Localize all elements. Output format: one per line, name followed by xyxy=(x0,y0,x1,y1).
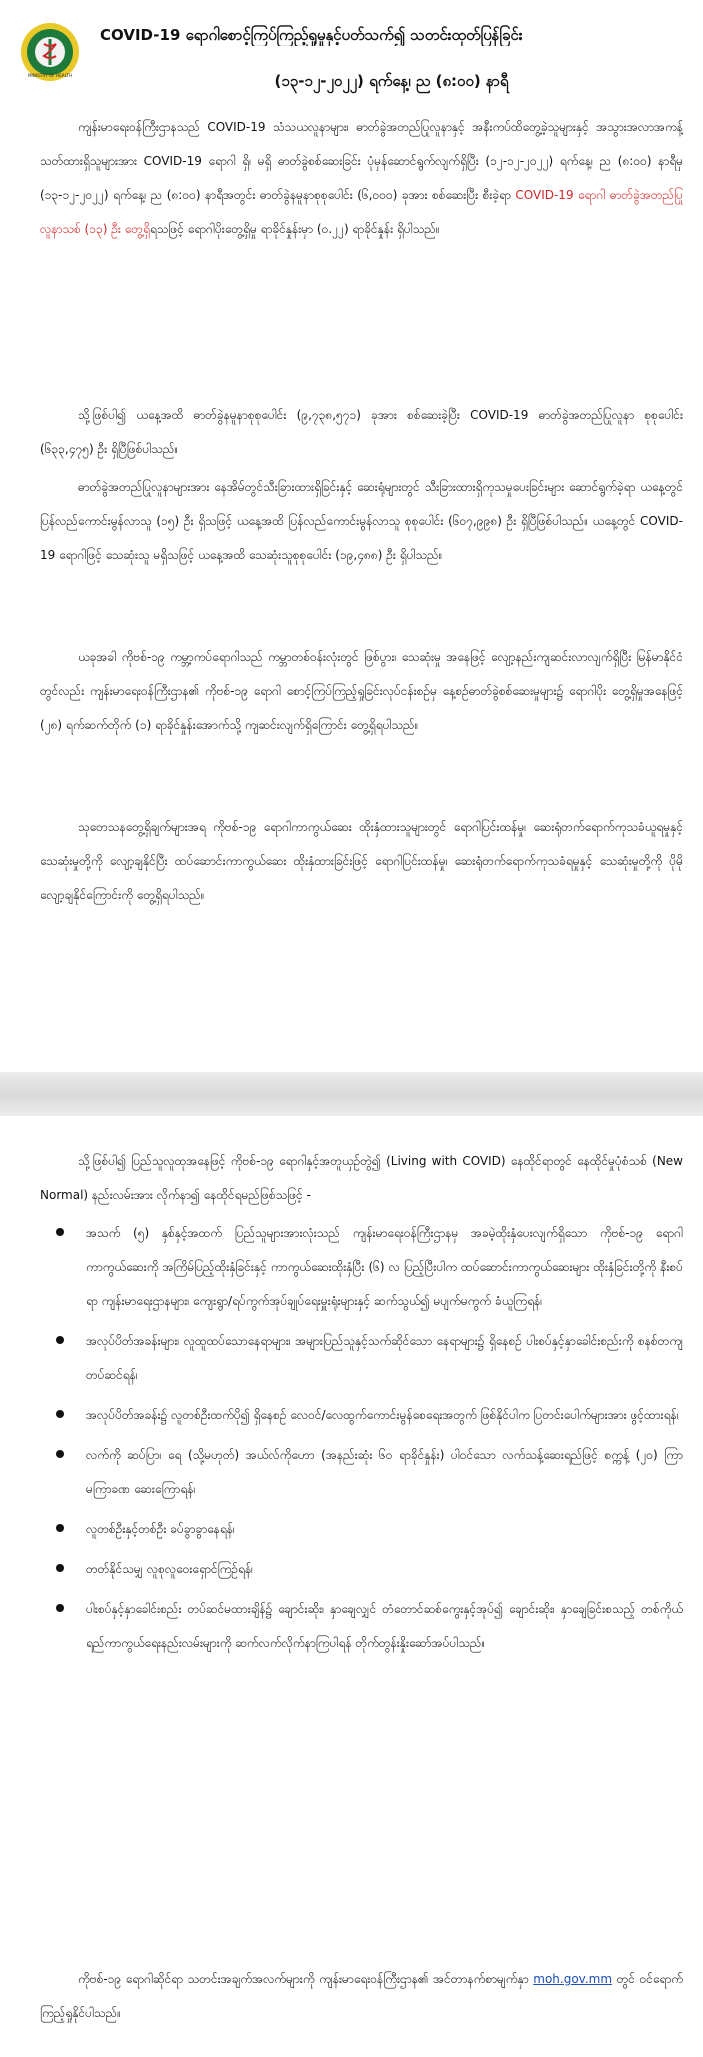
bullet-icon xyxy=(56,1524,64,1532)
paragraph-text: တွင် ဝင်ရောက်ကြည့်ရှုနိုင်ပါသည်။ xyxy=(40,1972,684,2020)
list-item-text: အလုပ်ပိတ်အခန်း၌ လူတစ်ဦးထက်ပို၍ ရှိနေစဉ် လေဝင်/လေထွက်ကောင်းမွန်စေရေးအတွက် ဖြစ်နိုင်ပါက ပြတင်းပေါက်များအား ဖွင့်ထားရန်၊ xyxy=(86,1408,679,1422)
bullet-icon xyxy=(56,1564,64,1572)
page-subtitle-date: (၁၃-၁၂-၂၀၂၂) ရက်နေ့၊ ည (၈:၀၀) နာရီ xyxy=(274,72,509,90)
list-item-text: အလုပ်ပိတ်အခန်းများ၊ လူထူထပ်သောနေရာများ၊ အများပြည်သူနှင့်သက်ဆိုင်သော နေရာများ၌ ရှိနေစဉ် ပါးစပ်နှင့်နှာခေါင်းစည်းကို စနစ်တကျတပ်ဆင်ရန်၊ xyxy=(86,1334,683,1382)
paragraph-research-findings: သုတေသနတွေ့ရှိချက်များအရ ကိုဗစ်-၁၉ ရောဂါကာကွယ်ဆေး ထိုးနှံထားသူများတွင် ရောဂါပြင်းထန်မှု၊ ဆေးရုံတက်ရောက်ကုသခံယူရမှုနှင့် သေဆုံးမှုတို့ကို လျော့ချနိုင်ပြီး ထပ်ဆောင်းကာကွယ်ဆေး ထိုးနှံထားခြင်းဖြင့် ရောဂါပြင်းထန်မှု၊ ဆေးရုံတက်ရောက်ကုသခံရမှုနှင့် သေဆုံးမှုတို့ကို ပိုမိုလျော့ချနိုင်ကြောင်းကို တွေ့ရှိရပါသည်။ xyxy=(40,820,683,902)
guidelines-list xyxy=(40,1216,683,1666)
page-title: COVID-19 ရောဂါစောင့်ကြပ်ကြည့်ရှုမှုနှင့်ပတ်သက်၍ သတင်းထုတ်ပြန်ခြင်း xyxy=(100,26,523,44)
list-item xyxy=(40,1438,683,1506)
list-item-text: ပါးစပ်နှင့်နှာခေါင်းစည်း တပ်ဆင်မထားချိန်၌ ချောင်းဆိုး၊ နှာချေလျှင် တံတောင်ဆစ်ကွေးနှင့်အုပ်၍ ချောင်းဆိုး၊ နှာချေခြင်းစသည့် တစ်ကိုယ်ရည်ကာကွယ်ရေးနည်းလမ်းများကို ဆက်လက်လိုက်နာကြပါရန် တိုက်တွန်းနှိုးဆော်အပ်ပါသည်။ xyxy=(86,1602,683,1650)
bullet-icon xyxy=(56,1410,64,1418)
bullet-icon xyxy=(56,1450,64,1458)
list-item xyxy=(40,1398,683,1432)
document-page-2 xyxy=(0,1116,703,2057)
bullet-icon xyxy=(56,1604,64,1612)
list-item xyxy=(40,1324,683,1392)
list-item-text: လက်ကို ဆပ်ပြာ၊ ရေ (သို့မဟုတ်) အယ်လ်ကိုဟော (အနည်းဆုံး ၆၀ ရာခိုင်နှုန်း) ပါဝင်သော လက်သန့်ဆေးရည်ဖြင့် စက္ကန့် (၂၀) ကြာ မကြာခဏ ဆေးကြောရန်၊ xyxy=(86,1448,683,1496)
list-item-text: လူတစ်ဦးနှင့်တစ်ဦး ခပ်ခွာခွာနေရန်၊ xyxy=(86,1522,235,1536)
list-item xyxy=(40,1512,683,1546)
new-cases-highlight: COVID-19 ရောဂါ ဓာတ်ခွဲအတည်ပြုလူနာသစ် (၁၃) ဦး တွေ့ရှိ xyxy=(40,188,683,236)
ministry-of-health-logo xyxy=(20,22,80,82)
paragraph-text: ရသဖြင့် ရောဂါပိုးတွေ့ရှိမှု ရာခိုင်နှုန်းမှာ (၀.၂၂) ရာခိုင်နှုန်း ရှိပါသည်။ xyxy=(149,222,440,236)
paragraph-recoveries-deaths: ဓာတ်ခွဲအတည်ပြုလူနာများအား နေအိမ်တွင်သီးခြားထားရှိခြင်းနှင့် ဆေးရုံများတွင် သီးခြားထားရှိကုသမှုပေးခြင်းများ ဆောင်ရွက်ခဲ့ရာ ယနေ့တွင် ပြန်လည်ကောင်းမွန်လာသူ (၁၅) ဦး ရှိသဖြင့် ယနေ့အထိ ပြန်လည်ကောင်းမွန်လာသူ စုစုပေါင်း (၆၀၇,၉၉၈) ဦး ရှိပြီဖြစ်ပါသည်။ ယနေ့တွင် COVID-19 ရောဂါဖြင့် သေဆုံးသူ မရှိသဖြင့် ယနေ့အထိ သေဆုံးသူစုစုပေါင်း (၁၉,၄၈၈) ဦး ရှိပါသည်။ xyxy=(40,480,683,562)
page-separator xyxy=(0,1072,703,1116)
paragraph-global-trend: ယခုအခါ ကိုဗစ်-၁၉ ကမ္ဘာ့ကပ်ရောဂါသည် ကမ္ဘာတစ်ဝန်းလုံးတွင် ဖြစ်ပွား၊ သေဆုံးမှု အနေဖြင့် လျော့နည်းကျဆင်းလာလျက်ရှိပြီး မြန်မာနိုင်ငံတွင်လည်း ကျန်းမာရေးဝန်ကြီးဌာန၏ ကိုဗစ်-၁၉ ရောဂါ စောင့်ကြပ်ကြည့်ရှုခြင်းလုပ်ငန်းစဉ်မှ နေ့စဉ်ဓာတ်ခွဲစစ်ဆေးမှုများ၌ ရောဂါပိုး တွေ့ရှိမှုအနေဖြင့် (၂၈) ရက်ဆက်တိုက် (၁) ရာခိုင်နှုန်းအောက်သို့ ကျဆင်းလျက်ရှိကြောင်း တွေ့ရှိရပါသည်။ xyxy=(40,650,683,732)
bullet-icon xyxy=(56,1336,64,1344)
paragraph-testing-summary xyxy=(40,110,683,246)
paragraph-text: ကျန်းမာရေးဝန်ကြီးဌာနသည် COVID-19 သံသယလူနာများ၊ ဓာတ်ခွဲအတည်ပြုလူနာနှင့် အနီးကပ်ထိတွေ့ခဲ့သူများနှင့် အသွားအလာအကန့်သတ်ထားရှိသူများအား COVID-19 ရောဂါ ရှိ၊ မရှိ ဓာတ်ခွဲစစ်ဆေးခြင်း ပုံမှန်ဆောင်ရွက်လျက်ရှိပြီး (၁၂-၁၂-၂၀၂၂) ရက်နေ့၊ ည (၈:၀၀) နာရီမှ (၁၃-၁၂-၂၀၂၂) ရက်နေ့၊ ည (၈:၀၀) နာရီအတွင်း ဓာတ်ခွဲနမူနာစုစုပေါင်း (၆,၀၀၀) ခုအား စစ်ဆေးပြီး စီးခဲ့ရာ xyxy=(40,120,683,202)
list-item-text: အသက် (၅) နှစ်နှင့်အထက် ပြည်သူများအားလုံးသည် ကျန်းမာရေးဝန်ကြီးဌာနမှ အခမဲ့ထိုးနှံပေးလျက်ရှိသော ကိုဗစ်-၁၉ ရောဂါ ကာကွယ်ဆေးကို အကြိမ်ပြည့်ထိုးနှံခြင်းနှင့် ကာကွယ်ဆေးထိုးနှံပြီး (၆) လ ပြည့်ပြီးပါက ထပ်ဆောင်းကာကွယ်ဆေးများ ထိုးနှံခြင်းတို့ကို နီးစပ်ရာ ကျန်းမာရေးဌာနများ၊ ကျေးရွာ/ရပ်ကွက်အုပ်ချုပ်ရေးမှူးရုံးများနှင့် ဆက်သွယ်၍ မပျက်မကွက် ခံယူကြရန်၊ xyxy=(86,1226,683,1308)
document-header xyxy=(20,14,683,110)
paragraph-cumulative-totals: သို့ဖြစ်ပါ၍ ယနေ့အထိ ဓာတ်ခွဲနမူနာစုစုပေါင်း (၉,၇၃၈,၅၇၁) ခုအား စစ်ဆေးခဲ့ပြီး COVID-19 ဓာတ်ခွဲအတည်ပြုလူနာ စုစုပေါင်း (၆၃၃,၄၇၅) ဦး ရှိပြီဖြစ်ပါသည်။ xyxy=(40,408,683,456)
paragraph-website-info xyxy=(40,1962,683,2030)
list-item xyxy=(40,1592,683,1660)
logo-text: MINISTRY OF HEALTH xyxy=(27,73,73,78)
ministry-website-link[interactable]: moh.gov.mm xyxy=(533,1972,613,1986)
paragraph-text: ကိုဗစ်-၁၉ ရောဂါဆိုင်ရာ သတင်းအချက်အလက်များကို ကျန်းမာရေးဝန်ကြီးဌာန၏ အင်တာနက်စာမျက်နှာ xyxy=(78,1972,534,1986)
bullet-icon xyxy=(56,1228,64,1236)
list-item xyxy=(40,1216,683,1318)
list-item xyxy=(40,1552,683,1586)
paragraph-living-with-covid: သို့ဖြစ်ပါ၍ ပြည်သူလူထုအနေဖြင့် ကိုဗစ်-၁၉ ရောဂါနှင့်အတူယှဉ်တွဲ၍ (Living with COVID) နေထိုင်ရာတွင် နေထိုင်မှုပုံစံသစ် (New Normal) နည်းလမ်းအား လိုက်နာ၍ နေထိုင်ရမည်ဖြစ်သဖြင့် - xyxy=(40,1154,683,1202)
list-item-text: တတ်နိုင်သမျှ လူစုလူဝေးရှောင်ကြဉ်ရန်၊ xyxy=(86,1562,254,1576)
